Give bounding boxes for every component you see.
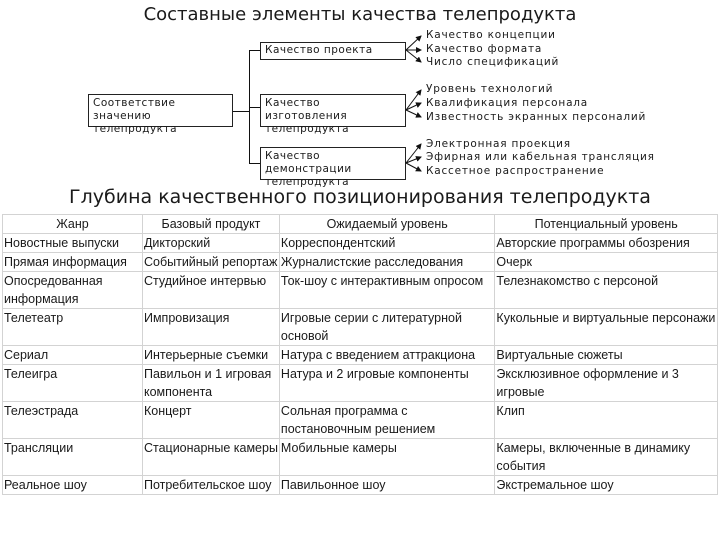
column-header-expected-level: Ожидаемый уровень	[279, 215, 495, 234]
table-cell: Реальное шоу	[3, 476, 143, 495]
table-cell: Телеэстрада	[3, 402, 143, 439]
table-row	[3, 365, 718, 402]
table-cell: Павильон и 1 игровая компонента	[142, 365, 279, 402]
table-cell: Прямая информация	[3, 253, 143, 272]
table-cell: Телезнакомство с персоной	[495, 272, 718, 309]
table-header-row	[3, 215, 718, 234]
table-cell: Дикторский	[142, 234, 279, 253]
table-cell: Авторские программы обозрения	[495, 234, 718, 253]
table-cell: Студийное интервью	[142, 272, 279, 309]
table-cell: Экстремальное шоу	[495, 476, 718, 495]
leaf-item: Качество концепции	[426, 29, 556, 41]
table-cell: Сольная программа с постановочным решением	[279, 402, 495, 439]
table-cell: Павильонное шоу	[279, 476, 495, 495]
table-cell: Трансляции	[3, 439, 143, 476]
table-cell: Интерьерные съемки	[142, 346, 279, 365]
table-title: Глубина качественного позиционирования телепродукта	[69, 186, 651, 208]
table-cell: Корреспондентский	[279, 234, 495, 253]
table-cell: Журналистские расследования	[279, 253, 495, 272]
table-cell: Потребительское шоу	[142, 476, 279, 495]
table-cell: Концерт	[142, 402, 279, 439]
table-row	[3, 439, 718, 476]
table-row	[3, 346, 718, 365]
leaf-item: Число спецификаций	[426, 56, 560, 68]
table-row	[3, 234, 718, 253]
table-cell: Стационарные камеры	[142, 439, 279, 476]
table-row	[3, 253, 718, 272]
table-cell: Сериал	[3, 346, 143, 365]
positioning-table	[2, 214, 718, 495]
table-row	[3, 309, 718, 346]
leaf-item: Эфирная или кабельная трансляция	[426, 151, 655, 163]
table-cell: Событийный репортаж	[142, 253, 279, 272]
table-cell: Телетеатр	[3, 309, 143, 346]
table-row	[3, 272, 718, 309]
table-cell: Импровизация	[142, 309, 279, 346]
leaf-item: Качество формата	[426, 43, 543, 55]
leaf-item: Квалификация персонала	[426, 97, 589, 109]
table-cell: Очерк	[495, 253, 718, 272]
leaf-item: Кассетное распространение	[426, 165, 605, 177]
table-cell: Мобильные камеры	[279, 439, 495, 476]
column-header-genre: Жанр	[3, 215, 143, 234]
column-header-potential-level: Потенциальный уровень	[495, 215, 718, 234]
table-cell: Игровые серии с литературной основой	[279, 309, 495, 346]
diagram-title: Составные элементы качества телепродукта	[143, 4, 577, 25]
table-cell: Камеры, включенные в динамику события	[495, 439, 718, 476]
root-label: Соответствие значению телепродукта	[93, 97, 178, 135]
branch-label-1: Качество проекта	[265, 44, 373, 56]
branch-label-2: Качество изготовления телепродукта	[265, 97, 350, 135]
table-cell: Ток-шоу с интерактивным опросом	[279, 272, 495, 309]
table-cell: Виртуальные сюжеты	[495, 346, 718, 365]
table-cell: Клип	[495, 402, 718, 439]
branch-label-3: Качество демонстрации телепродукта	[265, 150, 352, 188]
table-cell: Эксклюзивное оформление и 3 игровые	[495, 365, 718, 402]
table-row	[3, 476, 718, 495]
table-row	[3, 402, 718, 439]
table-cell: Опосредованная информация	[3, 272, 143, 309]
leaf-item: Уровень технологий	[426, 83, 554, 95]
leaf-item: Электронная проекция	[426, 138, 571, 150]
table-cell: Телеигра	[3, 365, 143, 402]
table-cell: Кукольные и виртуальные персонажи	[495, 309, 718, 346]
column-header-base-product: Базовый продукт	[142, 215, 279, 234]
table-cell: Натура с введением аттракциона	[279, 346, 495, 365]
table-cell: Натура и 2 игровые компоненты	[279, 365, 495, 402]
table-cell: Новостные выпуски	[3, 234, 143, 253]
leaf-item: Известность экранных персоналий	[426, 111, 647, 123]
